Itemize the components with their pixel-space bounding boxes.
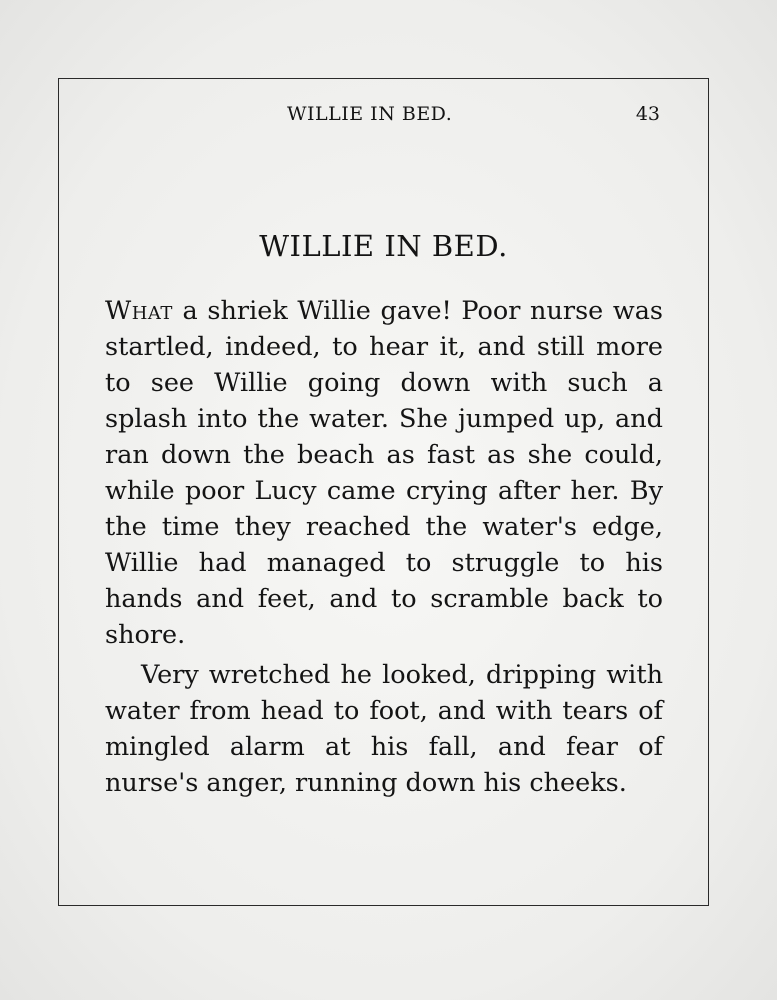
paragraph-1 bbox=[105, 293, 663, 653]
body-text bbox=[105, 293, 663, 801]
page-number: 43 bbox=[635, 103, 660, 125]
running-title: WILLIE IN BED. bbox=[287, 103, 453, 125]
paragraph-lead-word: What bbox=[105, 296, 173, 326]
paragraph-2-text: Very wretched he looked, dripping with water from head to foot, and with tears of mingled alarm at his fall, and fear of nurse's anger, running down his cheeks. bbox=[105, 660, 663, 798]
paragraph-2 bbox=[105, 657, 663, 801]
chapter-title: WILLIE IN BED. bbox=[259, 229, 508, 263]
running-header bbox=[59, 103, 708, 129]
paragraph-1-text: a shriek Willie gave! Poor nurse was startled, indeed, to hear it, and still more to see Willie going down with such a splash into the water. She jumped up, and ran down the beach as fast as she could, while poor Lucy came crying after her. By the time they reached the water's edge, Willie had managed to struggle to his hands and feet, and to scramble back to shore. bbox=[105, 296, 663, 650]
page-border-frame bbox=[58, 78, 709, 906]
